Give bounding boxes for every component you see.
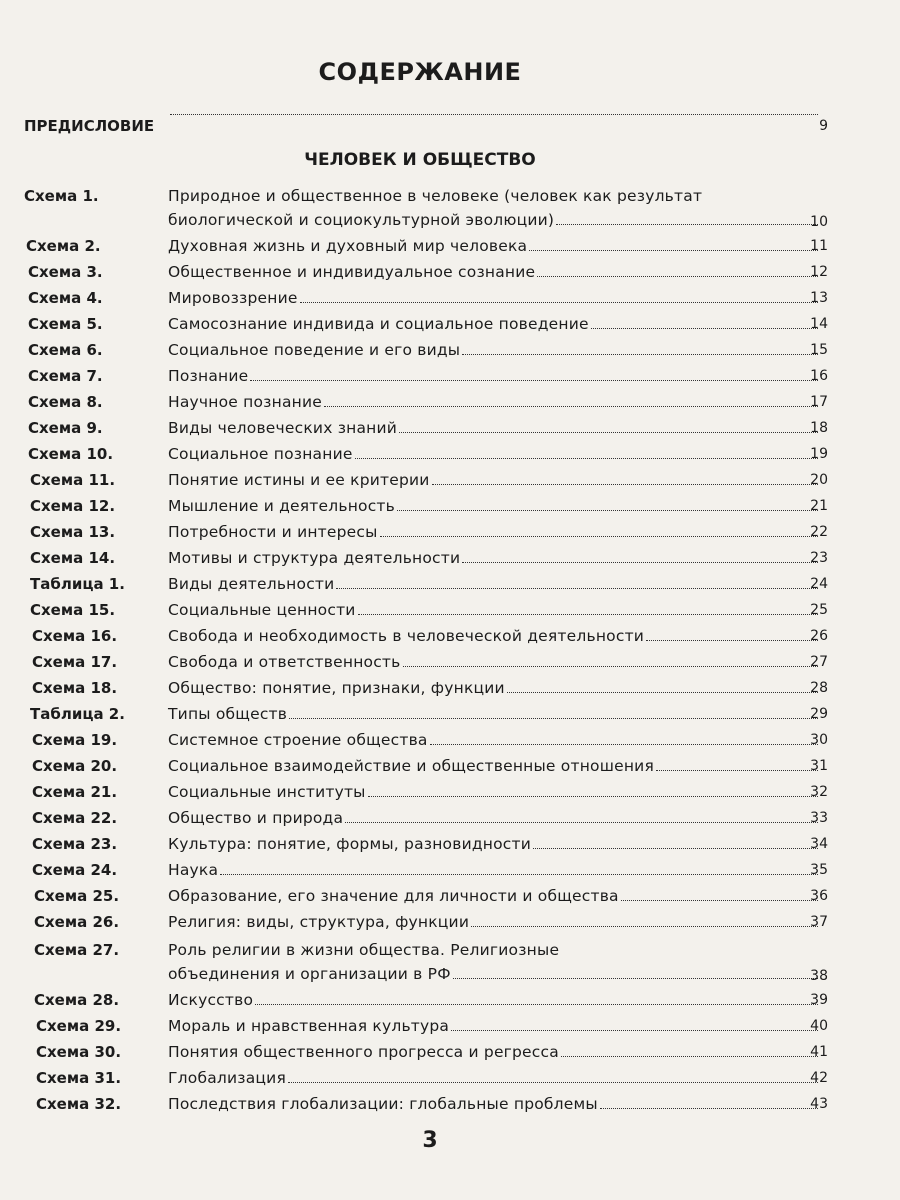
toc-entry-page: 34 (810, 836, 828, 852)
toc-entry-label: Таблица 2. (30, 705, 125, 723)
toc-entry (0, 184, 900, 236)
toc-entry-line (168, 962, 820, 986)
toc-entry-page: 33 (810, 810, 828, 826)
toc-entry-text: Общественное и индивидуальное сознание (168, 263, 536, 281)
toc-entry (0, 234, 900, 260)
leader-dots (399, 432, 818, 433)
leader-dots (462, 562, 818, 563)
toc-entry-label: Схема 12. (30, 497, 116, 515)
toc-entry-label: Схема 17. (32, 653, 118, 671)
toc-entry-label: Схема 15. (30, 601, 116, 619)
toc-entry-line (168, 1066, 820, 1090)
toc-entry-text: Социальные институты (168, 783, 366, 801)
toc-entry-page: 15 (810, 342, 828, 358)
toc-entry-label: Схема 2. (26, 237, 101, 255)
toc-entry-line (168, 234, 820, 258)
toc-entry-page: 14 (810, 316, 828, 332)
leader-dots (336, 588, 818, 589)
toc-entry-topic (168, 780, 820, 804)
toc-entry-page: 22 (810, 524, 828, 540)
leader-dots (529, 250, 818, 251)
toc-entry (0, 780, 900, 806)
toc-entry (0, 416, 900, 442)
toc-entry-line (168, 806, 820, 830)
toc-entry-label: Схема 21. (32, 783, 118, 801)
footer-page-number: 3 (422, 1128, 438, 1153)
leader-dots (397, 510, 818, 511)
toc-entry-label: Схема 14. (30, 549, 116, 567)
toc-entry-line (168, 938, 820, 962)
toc-entry-text: биологической и социокультурной эволюции) (168, 211, 555, 229)
toc-entry-label: Схема 18. (32, 679, 118, 697)
toc-entry-topic (168, 1066, 820, 1090)
leader-dots (621, 900, 818, 901)
toc-entry-line (168, 1040, 820, 1064)
leader-dots (324, 406, 818, 407)
toc-entry-topic (168, 260, 820, 284)
toc-entry (0, 260, 900, 286)
toc-entry-text: Свобода и необходимость в человеческой деятельности (168, 627, 645, 645)
toc-entry (0, 546, 900, 572)
toc-entry-page: 26 (810, 628, 828, 644)
toc-entry-topic (168, 442, 820, 466)
toc-entry-topic (168, 312, 820, 336)
toc-entry-label: Схема 32. (36, 1095, 122, 1113)
toc-entry-line (168, 832, 820, 856)
toc-entry-text: Мышление и деятельность (168, 497, 395, 515)
toc-entry-text: Образование, его значение для личности и общества (168, 887, 619, 905)
toc-entry (0, 754, 900, 780)
toc-entry (0, 572, 900, 598)
leader-dots (345, 822, 818, 823)
preface-row (0, 114, 900, 140)
toc-entry-label: Схема 20. (32, 757, 118, 775)
toc-entry-label: Схема 8. (28, 393, 103, 411)
toc-entry-topic (168, 286, 820, 310)
leader-dots (600, 1108, 818, 1109)
leader-dots (451, 1030, 818, 1031)
toc-entry-label: Схема 5. (28, 315, 103, 333)
preface-label: ПРЕДИСЛОВИЕ (24, 117, 155, 135)
toc-entry-line (168, 208, 820, 232)
toc-entry-line (168, 780, 820, 804)
toc-entry-text: Религия: виды, структура, функции (168, 913, 470, 931)
toc-entry-label: Схема 3. (28, 263, 103, 281)
toc-entry-text: Глобализация (168, 1069, 286, 1087)
toc-entry-line (168, 754, 820, 778)
toc-entry-topic (168, 494, 820, 518)
toc-entry-page: 25 (810, 602, 828, 618)
toc-entry-text: Природное и общественное в человеке (человек как результат (168, 187, 703, 205)
toc-entry-topic (168, 1092, 820, 1116)
toc-entry-line (168, 494, 820, 518)
toc-entry-line (168, 312, 820, 336)
toc-entry-label: Схема 26. (34, 913, 120, 931)
toc-entry-line (168, 598, 820, 622)
toc-entry (0, 468, 900, 494)
leader-dots (656, 770, 818, 771)
toc-entry-page: 16 (810, 368, 828, 384)
toc-entry-line (168, 702, 820, 726)
toc-entry-text: Последствия глобализации: глобальные проблемы (168, 1095, 598, 1113)
toc-entry-page: 18 (810, 420, 828, 436)
toc-entry-label: Схема 22. (32, 809, 118, 827)
toc-entry-page: 39 (810, 992, 828, 1008)
leader-dots (471, 926, 818, 927)
toc-entry-page: 11 (810, 238, 828, 254)
toc-entry (0, 442, 900, 468)
toc-entry (0, 1092, 900, 1118)
leader-dots (537, 276, 818, 277)
toc-entry-topic (168, 938, 820, 986)
toc-entry-page: 35 (810, 862, 828, 878)
toc-entry-page: 36 (810, 888, 828, 904)
toc-entry-line (168, 416, 820, 440)
toc-entry-page: 38 (810, 968, 828, 984)
toc-entry-page: 20 (810, 472, 828, 488)
toc-entry-topic (168, 832, 820, 856)
toc-entry-label: Схема 24. (32, 861, 118, 879)
toc-entry-text: Общество и природа (168, 809, 344, 827)
leader-dots (432, 484, 818, 485)
toc-entry-label: Схема 7. (28, 367, 103, 385)
toc-entry (0, 650, 900, 676)
toc-entry-line (168, 184, 820, 208)
toc-entry-label: Схема 23. (32, 835, 118, 853)
toc-entry (0, 1014, 900, 1040)
toc-entry (0, 806, 900, 832)
section-title: ЧЕЛОВЕК И ОБЩЕСТВО (304, 150, 536, 170)
toc-entry-page: 30 (810, 732, 828, 748)
leader-dots (250, 380, 818, 381)
toc-entry-text: Виды человеческих знаний (168, 419, 398, 437)
toc-entry-page: 21 (810, 498, 828, 514)
leader-dots (289, 718, 818, 719)
toc-entry-label: Схема 19. (32, 731, 118, 749)
toc-entry-page: 29 (810, 706, 828, 722)
leader-dots (170, 114, 818, 115)
toc-entry-label: Схема 30. (36, 1043, 122, 1061)
preface-page: 9 (819, 118, 828, 134)
toc-entry-text: Социальные ценности (168, 601, 356, 619)
toc-entry (0, 390, 900, 416)
leader-dots (368, 796, 818, 797)
toc-entry-page: 32 (810, 784, 828, 800)
toc-entry-text: Понятия общественного прогресса и регресса (168, 1043, 559, 1061)
leader-dots (556, 224, 818, 225)
toc-entry-topic (168, 572, 820, 596)
toc-entry (0, 988, 900, 1014)
toc-entry-line (168, 468, 820, 492)
toc-entry-label: Схема 29. (36, 1017, 122, 1035)
toc-entry (0, 676, 900, 702)
toc-entry-topic (168, 1040, 820, 1064)
leader-dots (430, 744, 818, 745)
toc-entry-text: Общество: понятие, признаки, функции (168, 679, 505, 697)
toc-entry-topic (168, 1014, 820, 1038)
toc-entry-label: Схема 4. (28, 289, 103, 307)
leader-dots (380, 536, 818, 537)
toc-entry-label: Схема 27. (34, 941, 120, 959)
toc-entry-text: Мораль и нравственная культура (168, 1017, 450, 1035)
toc-entry-text: Системное строение общества (168, 731, 428, 749)
toc-entry-topic (168, 364, 820, 388)
toc-entry-topic (168, 598, 820, 622)
toc-entry-line (168, 676, 820, 700)
toc-entry-line (168, 858, 820, 882)
toc-entry (0, 286, 900, 312)
toc-entry-line (168, 260, 820, 284)
preface-topic (168, 114, 820, 120)
leader-dots (533, 848, 818, 849)
leader-dots (403, 666, 819, 667)
leader-dots (358, 614, 818, 615)
toc-entry-text: Понятие истины и ее критерии (168, 471, 430, 489)
toc-entry-topic (168, 728, 820, 752)
toc-entry-text: Потребности и интересы (168, 523, 378, 541)
toc-entry-topic (168, 184, 820, 232)
toc-entry-topic (168, 988, 820, 1012)
toc-entry-page: 37 (810, 914, 828, 930)
toc-entry-text: Социальное взаимодействие и общественные отношения (168, 757, 654, 775)
toc-entry-line (168, 442, 820, 466)
toc-entry-label: Схема 16. (32, 627, 118, 645)
toc-entry-label: Схема 31. (36, 1069, 122, 1087)
toc-entry-line (168, 286, 820, 310)
leader-dots (255, 1004, 818, 1005)
toc-entry-text: Научное познание (168, 393, 322, 411)
leader-dots (646, 640, 818, 641)
toc-entry-topic (168, 858, 820, 882)
toc-entry-page: 24 (810, 576, 828, 592)
toc-entry-label: Таблица 1. (30, 575, 125, 593)
toc-entry-line (168, 338, 820, 362)
toc-entry-topic (168, 468, 820, 492)
toc-entry-topic (168, 338, 820, 362)
toc-entry-topic (168, 624, 820, 648)
toc-entry-page: 17 (810, 394, 828, 410)
toc-entry-page: 10 (810, 214, 828, 230)
toc-entry-line (168, 364, 820, 388)
toc-entry-line (168, 520, 820, 544)
toc-entry-text: Виды деятельности (168, 575, 335, 593)
toc-entry-line (168, 1014, 820, 1038)
toc-entry-line (168, 884, 820, 908)
toc-entry (0, 520, 900, 546)
toc-entry (0, 494, 900, 520)
toc-entry-page: 23 (810, 550, 828, 566)
toc-entry-page: 19 (810, 446, 828, 462)
toc-entry-topic (168, 234, 820, 258)
page-title: СОДЕРЖАНИЕ (318, 58, 522, 86)
toc-entry (0, 364, 900, 390)
leader-dots (288, 1082, 818, 1083)
toc-entry-label: Схема 28. (34, 991, 120, 1009)
toc-entry-text: Мировоззрение (168, 289, 298, 307)
toc-entry-topic (168, 520, 820, 544)
toc-entry-label: Схема 9. (28, 419, 103, 437)
toc-entry-page: 27 (810, 654, 828, 670)
toc-entry-text: Духовная жизнь и духовный мир человека (168, 237, 528, 255)
leader-dots (300, 302, 818, 303)
leader-dots (220, 874, 818, 875)
toc-entry-line (168, 1092, 820, 1116)
toc-entry (0, 1040, 900, 1066)
toc-entry-line (168, 728, 820, 752)
toc-entry-topic (168, 650, 820, 674)
toc-entry (0, 832, 900, 858)
toc-entry-topic (168, 806, 820, 830)
toc-entry-text: Познание (168, 367, 249, 385)
toc-entry-topic (168, 546, 820, 570)
toc-entry-text: Социальное поведение и его виды (168, 341, 461, 359)
toc-entry-topic (168, 754, 820, 778)
toc-entry-line (168, 988, 820, 1012)
toc-entry (0, 1066, 900, 1092)
toc-entry-text: Самосознание индивида и социальное поведение (168, 315, 589, 333)
leader-dots (507, 692, 818, 693)
toc-entry-text: Социальное познание (168, 445, 353, 463)
toc-entry (0, 624, 900, 650)
toc-entry (0, 910, 900, 936)
toc-entry-line (168, 650, 820, 674)
toc-entry (0, 598, 900, 624)
toc-entry-text: Мотивы и структура деятельности (168, 549, 461, 567)
toc-entry-page: 13 (810, 290, 828, 306)
toc-entry-line (168, 624, 820, 648)
toc-entry-page: 40 (810, 1018, 828, 1034)
leader-dots (453, 978, 818, 979)
toc-entry-topic (168, 702, 820, 726)
toc-entry (0, 312, 900, 338)
toc-entry-text: Типы обществ (168, 705, 288, 723)
toc-entry-topic (168, 676, 820, 700)
toc-entry-label: Схема 13. (30, 523, 116, 541)
toc-entry-text: Искусство (168, 991, 254, 1009)
toc-entry-label: Схема 1. (24, 187, 99, 205)
toc-entry (0, 858, 900, 884)
toc-entry (0, 938, 900, 990)
toc-entry-page: 31 (810, 758, 828, 774)
toc-entry (0, 884, 900, 910)
toc-entry-text: Культура: понятие, формы, разновидности (168, 835, 531, 853)
toc-entry-page: 28 (810, 680, 828, 696)
toc-entry-page: 42 (810, 1070, 828, 1086)
toc-entry-topic (168, 884, 820, 908)
toc-entry-page: 41 (810, 1044, 828, 1060)
toc-entry (0, 728, 900, 754)
toc-entry-label: Схема 11. (30, 471, 116, 489)
toc-entry-topic (168, 390, 820, 414)
toc-entry-topic (168, 416, 820, 440)
toc-entry-page: 43 (810, 1096, 828, 1112)
toc-entry-text: объединения и организации в РФ (168, 965, 451, 983)
toc-entry-line (168, 910, 820, 934)
toc-entry-page: 12 (810, 264, 828, 280)
leader-dots (355, 458, 818, 459)
toc-entry (0, 702, 900, 728)
leader-dots (561, 1056, 818, 1057)
toc-entry (0, 338, 900, 364)
toc-entry-text: Свобода и ответственность (168, 653, 401, 671)
leader-dots (591, 328, 818, 329)
toc-entry-text: Наука (168, 861, 219, 879)
leader-dots (462, 354, 818, 355)
toc-entry-label: Схема 25. (34, 887, 120, 905)
toc-entry-line (168, 546, 820, 570)
toc-entry-text: Роль религии в жизни общества. Религиозные (168, 941, 560, 959)
toc-entry-label: Схема 10. (28, 445, 114, 463)
toc-entry-line (168, 390, 820, 414)
toc-entry-line (168, 572, 820, 596)
toc-entry-topic (168, 910, 820, 934)
toc-entry-label: Схема 6. (28, 341, 103, 359)
